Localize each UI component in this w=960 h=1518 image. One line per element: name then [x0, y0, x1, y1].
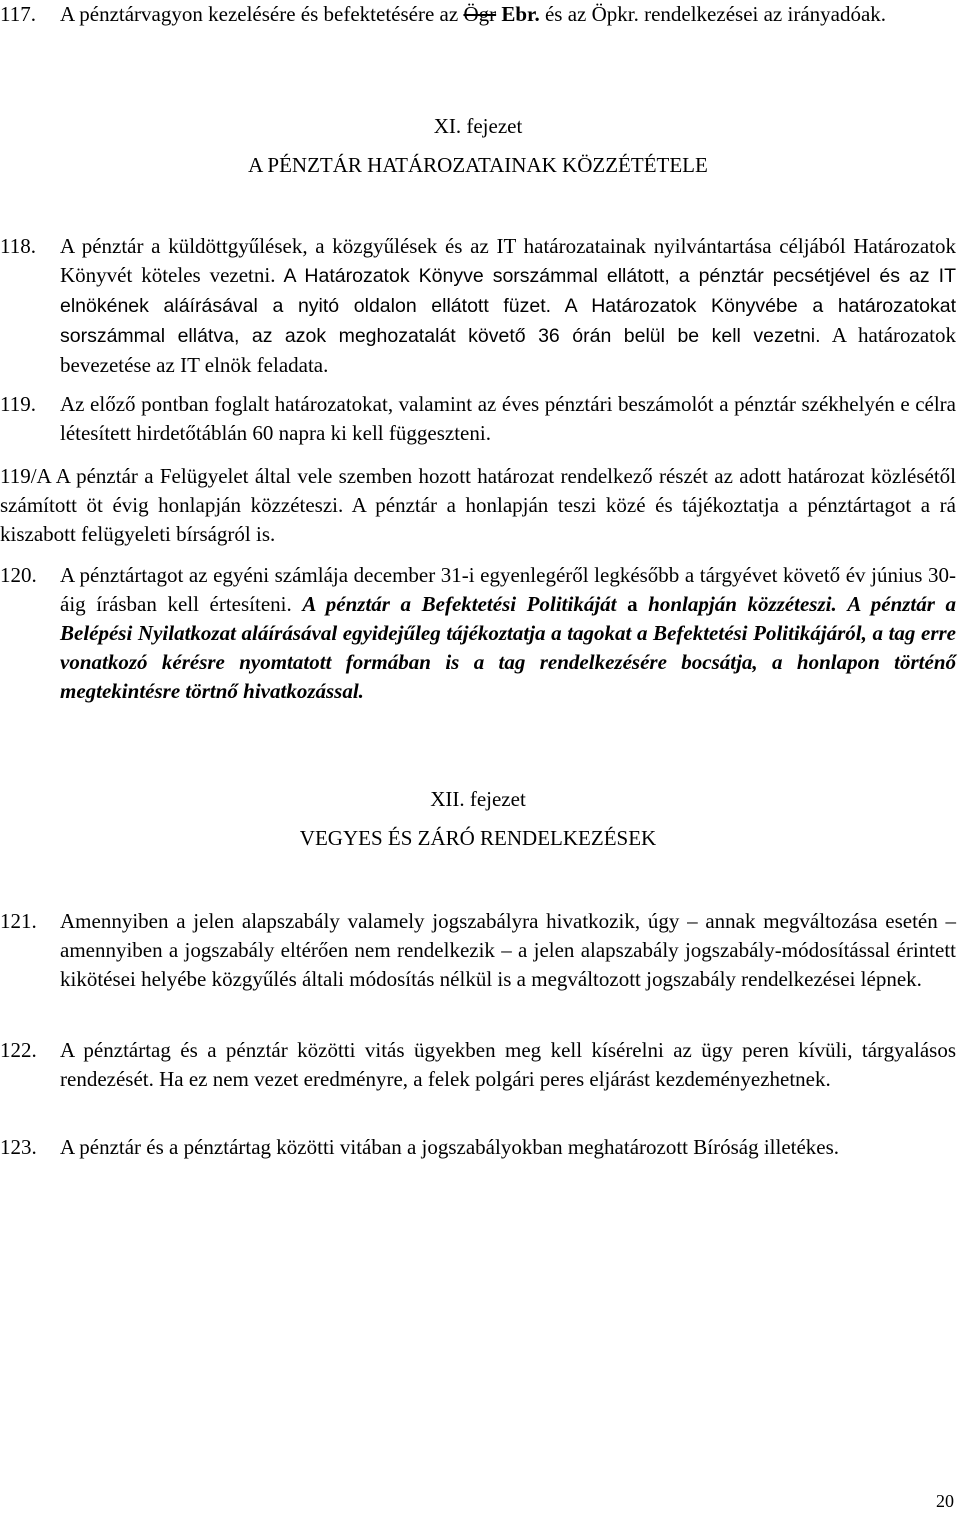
text: A pénztárvagyon kezelésére és befektetésére az: [60, 2, 464, 26]
paragraph-120: [0, 561, 956, 706]
text: és az Öpkr. rendelkezései az irányadóak.: [539, 2, 887, 26]
text: A határozatok bevezetése az IT elnök feladata.: [60, 323, 956, 377]
paragraph-body: A pénztártag és a pénztár közötti vitás ügyekben meg kell kísérelni az ügy peren kívüli, tárgyalásos rendezését. Ha ez nem vezet eredményre, a felek polgári peres eljárást kezdeményezhetnek.: [60, 1038, 956, 1091]
chapter-title: A PÉNZTÁR HATÁROZATAINAK KÖZZÉTÉTELE: [248, 153, 708, 177]
struck-text: Ögr: [463, 2, 497, 26]
paragraph-121: [0, 907, 956, 994]
paragraph-body: Az előző pontban foglalt határozatokat, valamint az éves pénztári beszámolót a pénztár székhelyén e célra létesített hirdetőtáblán 60 napra ki kell függeszteni.: [60, 392, 956, 445]
text: A pénztártagot az egyéni számlája december 31-i egyenlegéről legkésőbb a tárgyévet követő év június 30-áig írásban kell értesíteni.: [60, 563, 956, 616]
bold-text: a: [616, 592, 649, 616]
chapter-number: XII. fejezet: [430, 787, 526, 811]
bold-text: Ebr.: [496, 2, 540, 26]
paragraph-number: 122.: [0, 1038, 37, 1062]
text: A pénztár a küldöttgyűlések, a közgyűlések és az IT határozatainak nyilvántartása céljából Határozatok Könyvét köteles vezetni.: [60, 234, 956, 287]
paragraph-number: 119/A: [0, 464, 51, 488]
paragraph-body: Amennyiben a jelen alapszabály valamely jogszabályra hivatkozik, úgy – annak megváltozása esetén – amennyiben a jogszabály eltérően nem rendelkezik – a jelen alapszabály jogszabály-módosítással érintett kikötései helyébe közgyűlés általi módosítás nélkül is a megváltozott jogszabály rendelkezései lépnek.: [60, 909, 956, 991]
paragraph-119: [0, 390, 956, 448]
bold-text: [837, 592, 848, 616]
paragraph-body: [60, 232, 956, 380]
paragraph-body: [0, 462, 956, 549]
paragraph-123: [0, 1133, 956, 1162]
page-number: 20: [936, 1491, 954, 1511]
paragraph-117: [0, 0, 956, 29]
paragraph-number: 119.: [0, 392, 36, 416]
bold-italic-text: A pénztár a Belépési Nyilatkozat aláírásával egyidejűleg tájékoztatja a tagokat a Befektetési Politikájáról, a tag erre vonatkozó kérésre nyomtatott formában is a tag rendelkezésére bocsátja, a honlapon történő: [60, 592, 957, 674]
chapter-title: VEGYES ÉS ZÁRÓ RENDELKEZÉSEK: [299, 826, 657, 850]
paragraph-body: [60, 561, 956, 706]
bold-italic-text: megtekintésre törtnő hivatkozással.: [60, 679, 364, 703]
bold-italic-text: honlapján közzéteszi.: [648, 592, 837, 616]
paragraph-body: [60, 0, 956, 29]
paragraph-119a: [0, 462, 956, 549]
paragraph-number: 118.: [0, 234, 36, 258]
paragraph-118: [0, 232, 956, 380]
paragraph-122: [0, 1036, 956, 1094]
paragraph-number: 121.: [0, 909, 37, 933]
paragraph-body: A pénztár és a pénztártag közötti vitában a jogszabályokban meghatározott Bíróság illetékes.: [60, 1135, 840, 1159]
text: A pénztár a Felügyelet által vele szemben hozott határozat rendelkező részét az adott határozat közlésétől számított öt évig honlapján közzéteszi. A pénztár a honlapján teszi közé és tájékoztatja a pénztártagot a rá kiszabott felügyeleti bírságról is.: [0, 464, 957, 546]
paragraph-number: 123.: [0, 1135, 37, 1159]
chapter-number: XI. fejezet: [433, 114, 523, 138]
text: A Határozatok Könyve sorszámmal ellátott, a pénztár pecsétjével és az IT elnökének aláírásával a nyitó oldalon ellátott füzet. A Határozatok Könyvébe a határozatokat sorszámmal ellátva, az azok meghozatalát követő 36 órán belül be kell vezetni.: [60, 265, 957, 347]
paragraph-number: 120.: [0, 563, 37, 587]
bold-italic-text: A pénztár a Befektetési Politikáját: [302, 592, 617, 616]
paragraph-number: 117.: [0, 2, 36, 26]
